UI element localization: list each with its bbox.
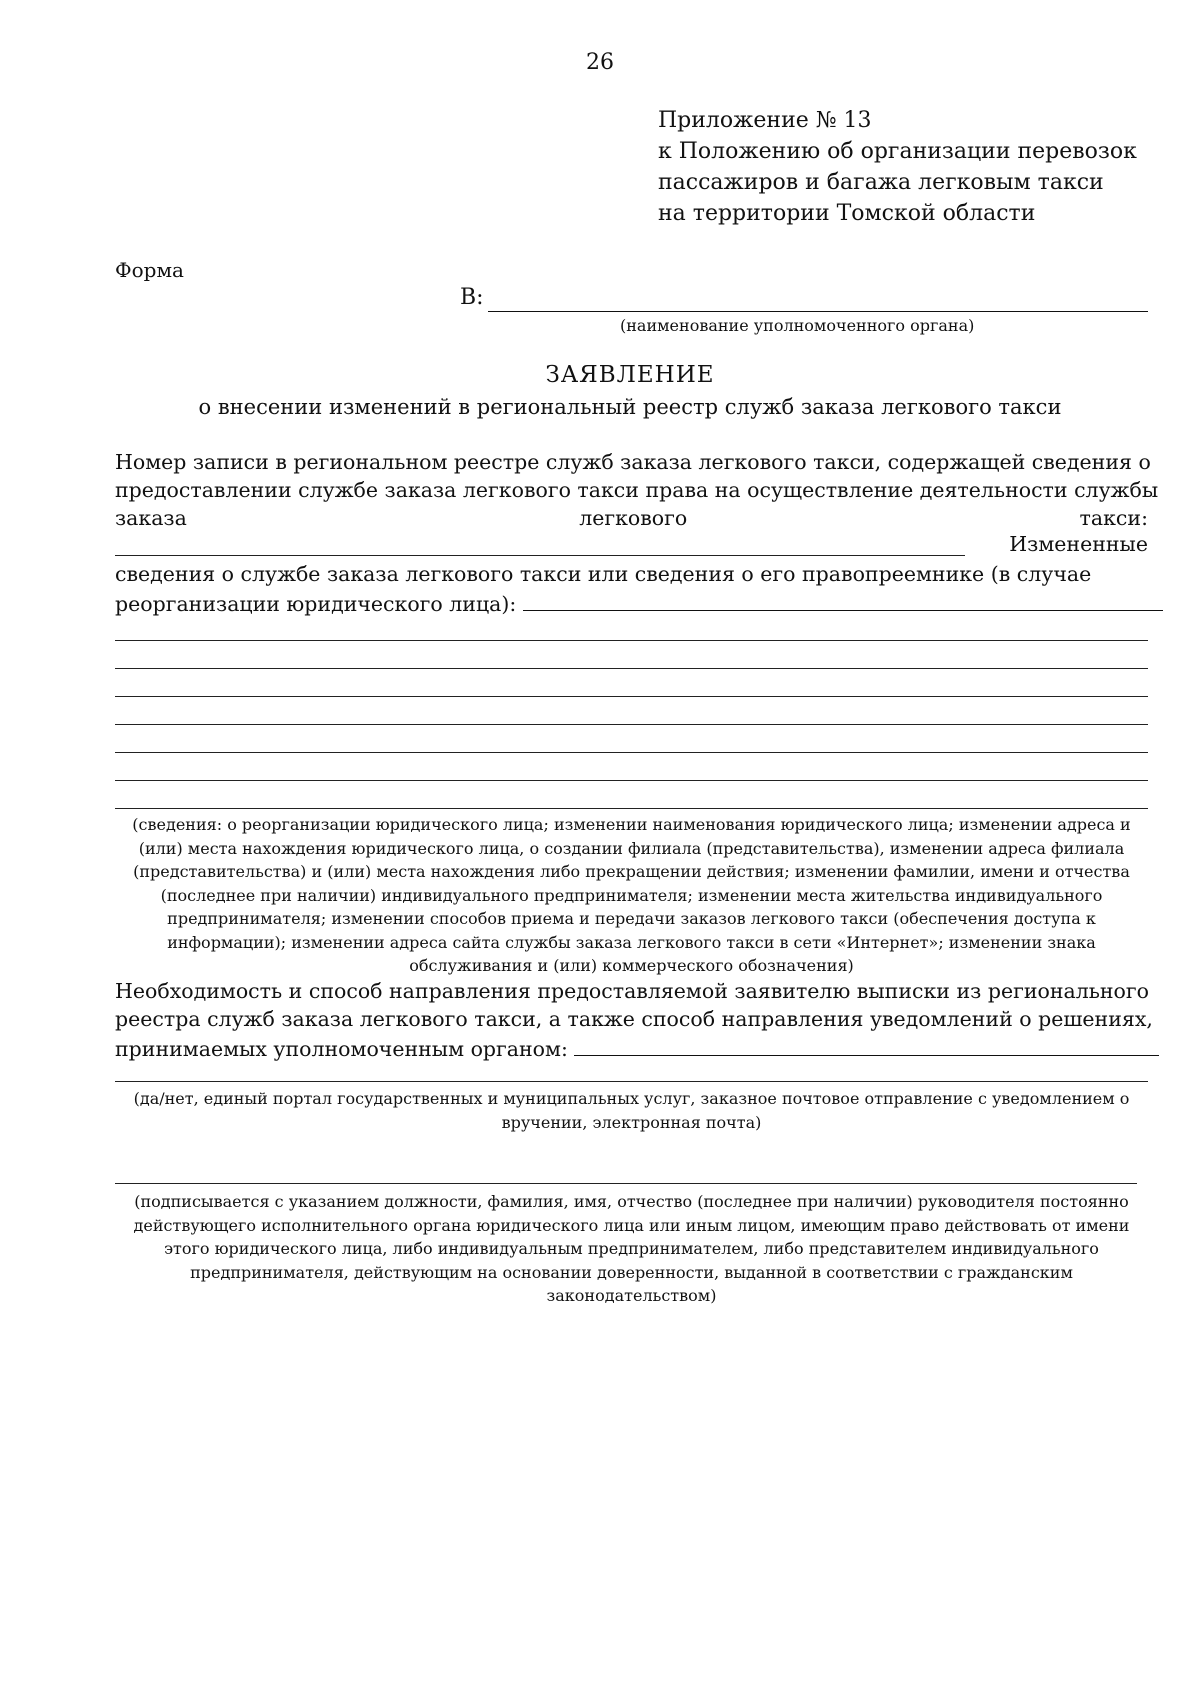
changed-info-text-3: реорганизации юридического лица): xyxy=(115,592,517,616)
document-title: ЗАЯВЛЕНИЕ xyxy=(545,362,715,388)
record-number-line-2 xyxy=(115,476,1159,504)
changed-info-text-2: сведения о службе заказа легкового такси или сведения о его правопреемнике (в случае xyxy=(115,562,1092,586)
delivery-caption: (да/нет, единый портал государственных и муниципальных услуг, заказное почтовое отправление с уведомлением о вручении, электронная почта) xyxy=(133,1089,1130,1132)
form-label: Форма xyxy=(115,258,184,282)
delivery-line-2 xyxy=(115,1005,1153,1033)
delivery-paragraph xyxy=(115,977,1153,1063)
delivery-field-line[interactable] xyxy=(115,1081,1148,1082)
record-number-text-2: предоставлении службе заказа легкового такси права на осуществление деятельности службы xyxy=(115,478,1159,502)
delivery-text-1: Необходимость и способ направления предоставляемой заявителю выписки из регионального xyxy=(115,979,1149,1003)
document-subtitle: о внесении изменений в региональный реестр служб заказа легкового такси xyxy=(198,395,1062,419)
appendix-header xyxy=(658,105,1137,229)
delivery-text-3: принимаемых уполномоченным органом: xyxy=(115,1037,568,1061)
record-number-field[interactable] xyxy=(115,555,965,556)
addressee-caption: (наименование уполномоченного органа) xyxy=(620,316,975,335)
appendix-line-3: пассажиров и багажа легковым такси xyxy=(658,170,1104,195)
appendix-line-4: на территории Томской области xyxy=(658,201,1036,226)
delivery-line-1 xyxy=(115,977,1148,1005)
signature-caption: (подписывается с указанием должности, фамилия, имя, отчество (последнее при наличии) руководителя постоянно действующего исполнительного органа юридического лица или иным лицом, имеющим право действовать от имени этого юридического лица, либо индивидуальным предпринимателем, либо представителем индивидуального предпринимателя, действующим на основании доверенности, выданной в соответствии с гражданским законодательством) xyxy=(133,1192,1130,1305)
record-number-word-1: заказа xyxy=(115,506,187,530)
record-number-line-3 xyxy=(115,504,1148,532)
addressee-row xyxy=(460,285,1148,315)
changed-info-field-line[interactable] xyxy=(115,780,1148,781)
appendix-line-2: к Положению об организации перевозок xyxy=(658,139,1137,164)
changed-info-field-line[interactable] xyxy=(115,752,1148,753)
addressee-prefix: В: xyxy=(460,285,484,310)
record-number-paragraph xyxy=(115,448,1159,532)
changed-info-field-line[interactable] xyxy=(115,640,1148,641)
changed-info-line-2 xyxy=(115,560,1148,588)
changed-info-line-3 xyxy=(115,588,1148,618)
page-number: 26 xyxy=(586,50,614,75)
delivery-text-2: реестра служб заказа легкового такси, а также способ направления уведомлений о решениях, xyxy=(115,1007,1153,1031)
delivery-field-inline[interactable] xyxy=(574,1033,1159,1056)
changed-info-field-inline[interactable] xyxy=(523,588,1163,611)
record-number-word-3: такси: xyxy=(1079,506,1148,530)
appendix-line-1: Приложение № 13 xyxy=(658,108,872,133)
changed-info-label-start: Измененные xyxy=(1009,532,1148,556)
record-number-line-1 xyxy=(115,448,1151,476)
changed-info-field-line[interactable] xyxy=(115,668,1148,669)
changed-info-paragraph xyxy=(115,560,1148,618)
record-number-text-1: Номер записи в региональном реестре служб заказа легкового такси, содержащей сведения о xyxy=(115,450,1151,474)
addressee-field[interactable] xyxy=(488,311,1148,312)
delivery-line-3 xyxy=(115,1033,1148,1063)
changes-caption: (сведения: о реорганизации юридического лица; изменении наименования юридического лица; изменении адреса и (или) места нахождения юридического лица, о создании филиала (представительства), изменении адреса филиала (представительства) и (или) места нахождения либо прекращении действия; изменении фамилии, имени и отчества (последнее при наличии) индивидуального предпринимателя; изменении места жительства индивидуального предпринимателя; изменении способов приема и передачи заказов легкового такси (обеспечения доступа к информации); изменении адреса сайта службы заказа легкового такси в сети «Интернет»; изменении знака обслуживания и (или) коммерческого обозначения) xyxy=(132,815,1131,975)
signature-field[interactable] xyxy=(115,1183,1137,1184)
changed-info-field-line[interactable] xyxy=(115,724,1148,725)
changed-info-field-line[interactable] xyxy=(115,808,1148,809)
record-number-word-2: легкового xyxy=(579,506,688,530)
changed-info-field-line[interactable] xyxy=(115,696,1148,697)
